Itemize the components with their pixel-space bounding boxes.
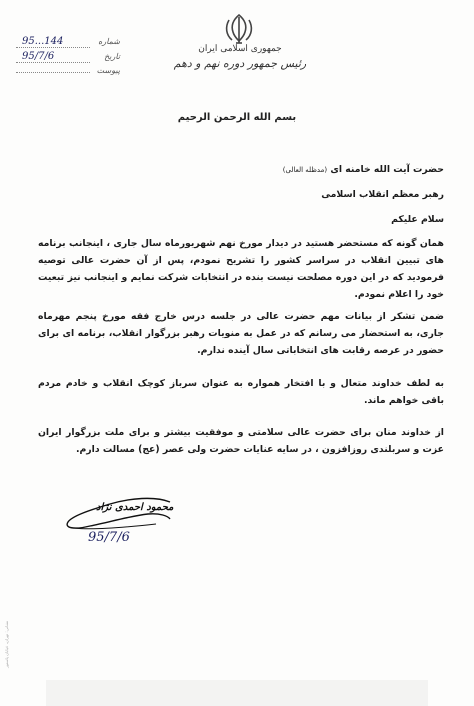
signature-name: محمود احمدی نژاد [96, 502, 174, 513]
basmala: بسم الله الرحمن الرحیم [177, 112, 297, 123]
side-note-text: نشانی: تهران، خیابان پاستور [4, 620, 9, 668]
header-office: رئیس جمهور دوره نهم و دهم [173, 57, 307, 70]
meta-attachment-row [16, 66, 120, 79]
meta-attachment-label: پیوست [96, 66, 120, 75]
meta-attachment-value [16, 72, 90, 73]
footer-band [46, 680, 428, 706]
meta-date-label: تاریخ [104, 52, 120, 61]
addressee: حضرت آیت الله خامنه ای [330, 164, 444, 175]
meta-number-label: شماره [98, 37, 120, 46]
paragraph-3: به لطف خداوند متعال و با افتخار همواره به عنوان سرباز کوچک انقلاب و خادم مردم باقی خواهم ماند. [38, 378, 444, 406]
addressee-title: رهبر معظم انقلاب اسلامی [321, 189, 444, 200]
honorific: (مدظله العالی) [282, 166, 328, 174]
signature-date: 95/7/6 [88, 530, 130, 545]
iran-emblem-icon [222, 12, 256, 46]
greeting: سلام علیکم [391, 214, 444, 225]
paragraph-4: از خداوند منان برای حضرت عالی سلامتی و موفقیت بیشتر و برای ملت بزرگوار ایران عزت و سربلندی روزافزون ، در سایه عنایات حضرت ولی عصر (عج) مسالت دارم. [38, 427, 444, 455]
letter-meta [16, 36, 120, 81]
meta-number-row [16, 36, 120, 49]
addressee-line [38, 161, 444, 179]
paragraph-1: همان گونه که مستحضر هستید در دیدار مورخ نهم شهریورماه سال جاری ، اینجانب برنامه های تبیین انقلاب در سراسر کشور را تشریح نمودم، پس از آن حضرت عالی توصیه فرمودید که در این دوره مصلحت نیست بنده در انتخابات شرکت نمایم و اینجانب نیز تبعیت خود را اعلام نمودم. [38, 238, 444, 300]
header-country: جمهوری اسلامی ایران [198, 44, 282, 54]
meta-number-value: 95...144 [16, 36, 90, 48]
paragraph-2: ضمن تشکر از بیانات مهم حضرت عالی در جلسه درس خارج فقه مورخ پنجم مهرماه جاری، به استحضار می رسانم که در عمل به منویات رهبر بزرگوار انقلاب، برنامه ای برای حضور در عرصه رقابت های انتخاباتی سال آینده ندارم. [38, 311, 444, 356]
side-note [4, 548, 16, 668]
meta-date-row [16, 51, 120, 64]
meta-date-value: 95/7/6 [16, 51, 90, 63]
